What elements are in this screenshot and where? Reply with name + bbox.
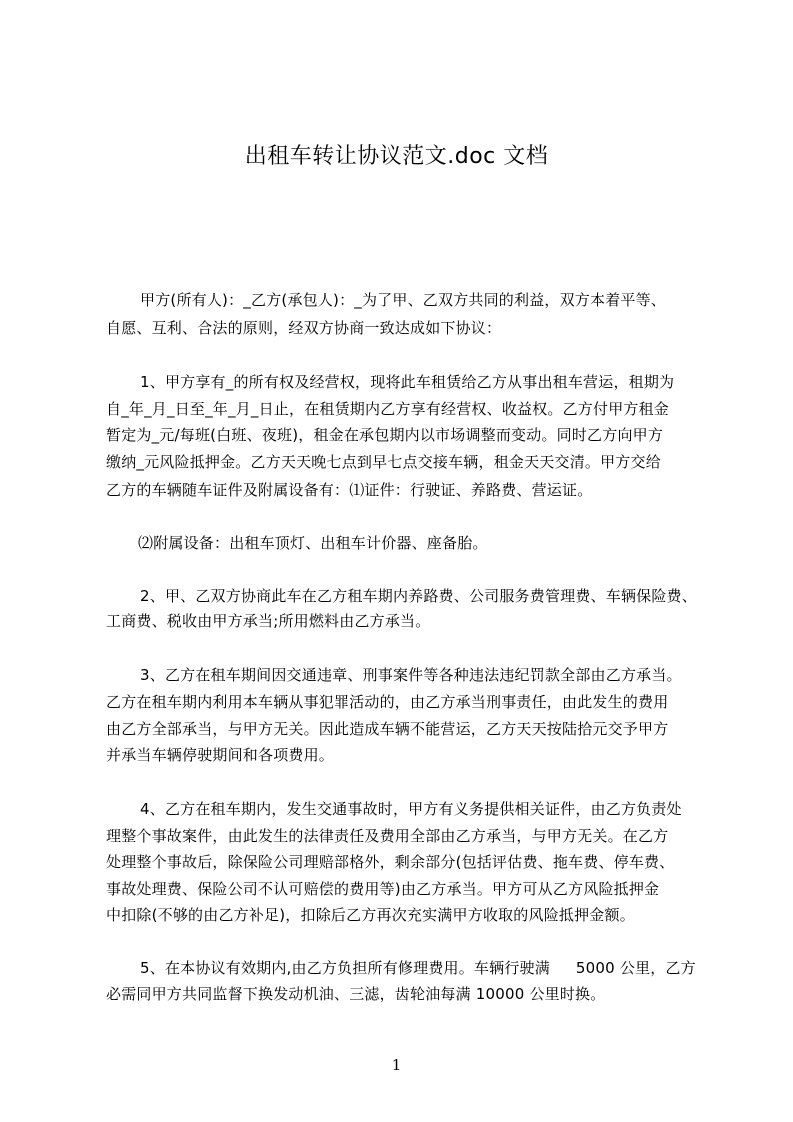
paragraph-line: 工商费、税收由甲方承当;所用燃料由乙方承当。 — [106, 612, 431, 630]
paragraph-line: 2、甲、乙双方协商此车在乙方租车期内养路费、公司服务费管理费、车辆保险费、 — [140, 587, 697, 605]
paragraph-line-part: 5000 公里，乙方 — [575, 959, 696, 977]
paragraph-line: 中扣除(不够的由乙方补足)，扣除后乙方再次充实满甲方收取的风险抵押金额。 — [106, 906, 635, 924]
paragraph-line: 处理整个事故后，除保险公司理赔部格外，剩余部分(包括评估费、拖车费、停车费、 — [106, 853, 675, 871]
paragraph-line: 必需同甲方共同监督下换发动机油、三滤，齿轮油每满 10000 公里时换。 — [106, 985, 606, 1003]
paragraph-line: 甲方(所有人)：_乙方(承包人)：_为了甲、乙双方共同的利益，双方本着平等、 — [140, 291, 667, 309]
paragraph-line: 乙方的车辆随车证件及附属设备有：⑴证件：行驶证、养路费、营运证。 — [106, 481, 593, 499]
paragraph-line: 自_年_月_日至_年_月_日止，在租赁期内乙方享有经营权、收益权。乙方付甲方租金 — [106, 400, 670, 418]
paragraph-line: 乙方在租车期内利用本车辆从事犯罪活动的，由乙方承当刑事责任，由此发生的费用 — [106, 693, 669, 711]
paragraph-line: 事故处理费、保险公司不认可赔偿的费用等)由乙方承当。甲方可从乙方风险抵押金 — [106, 880, 660, 898]
paragraph-line: 并承当车辆停驶期间和各项费用。 — [106, 746, 335, 764]
paragraph-line: 自愿、互利、合法的原则，经双方协商一致达成如下协议： — [106, 319, 502, 337]
paragraph-line: 3、乙方在租车期间因交通违章、刑事案件等各种违法违纪罚款全部由乙方承当。 — [140, 666, 682, 684]
paragraph-line: 缴纳_元风险抵押金。乙方天天晚七点到早七点交接车辆，租金天天交清。甲方交给 — [106, 453, 661, 471]
paragraph-line: 由乙方全部承当，与甲方无关。因此造成车辆不能营运，乙方天天按陆拾元交予甲方 — [106, 720, 669, 738]
paragraph-line — [140, 958, 696, 978]
paragraph-line-part: 5、在本协议有效期内,由乙方负担所有修理费用。车辆行驶满 — [140, 959, 550, 977]
paragraph-line: 暂定为_元/每班(白班、夜班)，租金在承包期内以市场调整而变动。同时乙方向甲方 — [106, 426, 664, 444]
paragraph-line: 1、甲方享有_的所有权及经营权，现将此车租赁给乙方从事出租车营运，租期为 — [140, 373, 675, 391]
paragraph-line: ⑵附属设备：出租车顶灯、出租车计价器、座备胎。 — [138, 534, 488, 552]
paragraph-line: 4、乙方在租车期内，发生交通事故时，甲方有义务提供相关证件，由乙方负责处 — [140, 800, 682, 818]
paragraph-line: 理整个事故案件，由此发生的法律责任及费用全部由乙方承当，与甲方无关。在乙方 — [106, 827, 669, 845]
document-title: 出租车转让协议范文.doc 文档 — [244, 144, 549, 169]
page-number: 1 — [391, 1056, 402, 1074]
